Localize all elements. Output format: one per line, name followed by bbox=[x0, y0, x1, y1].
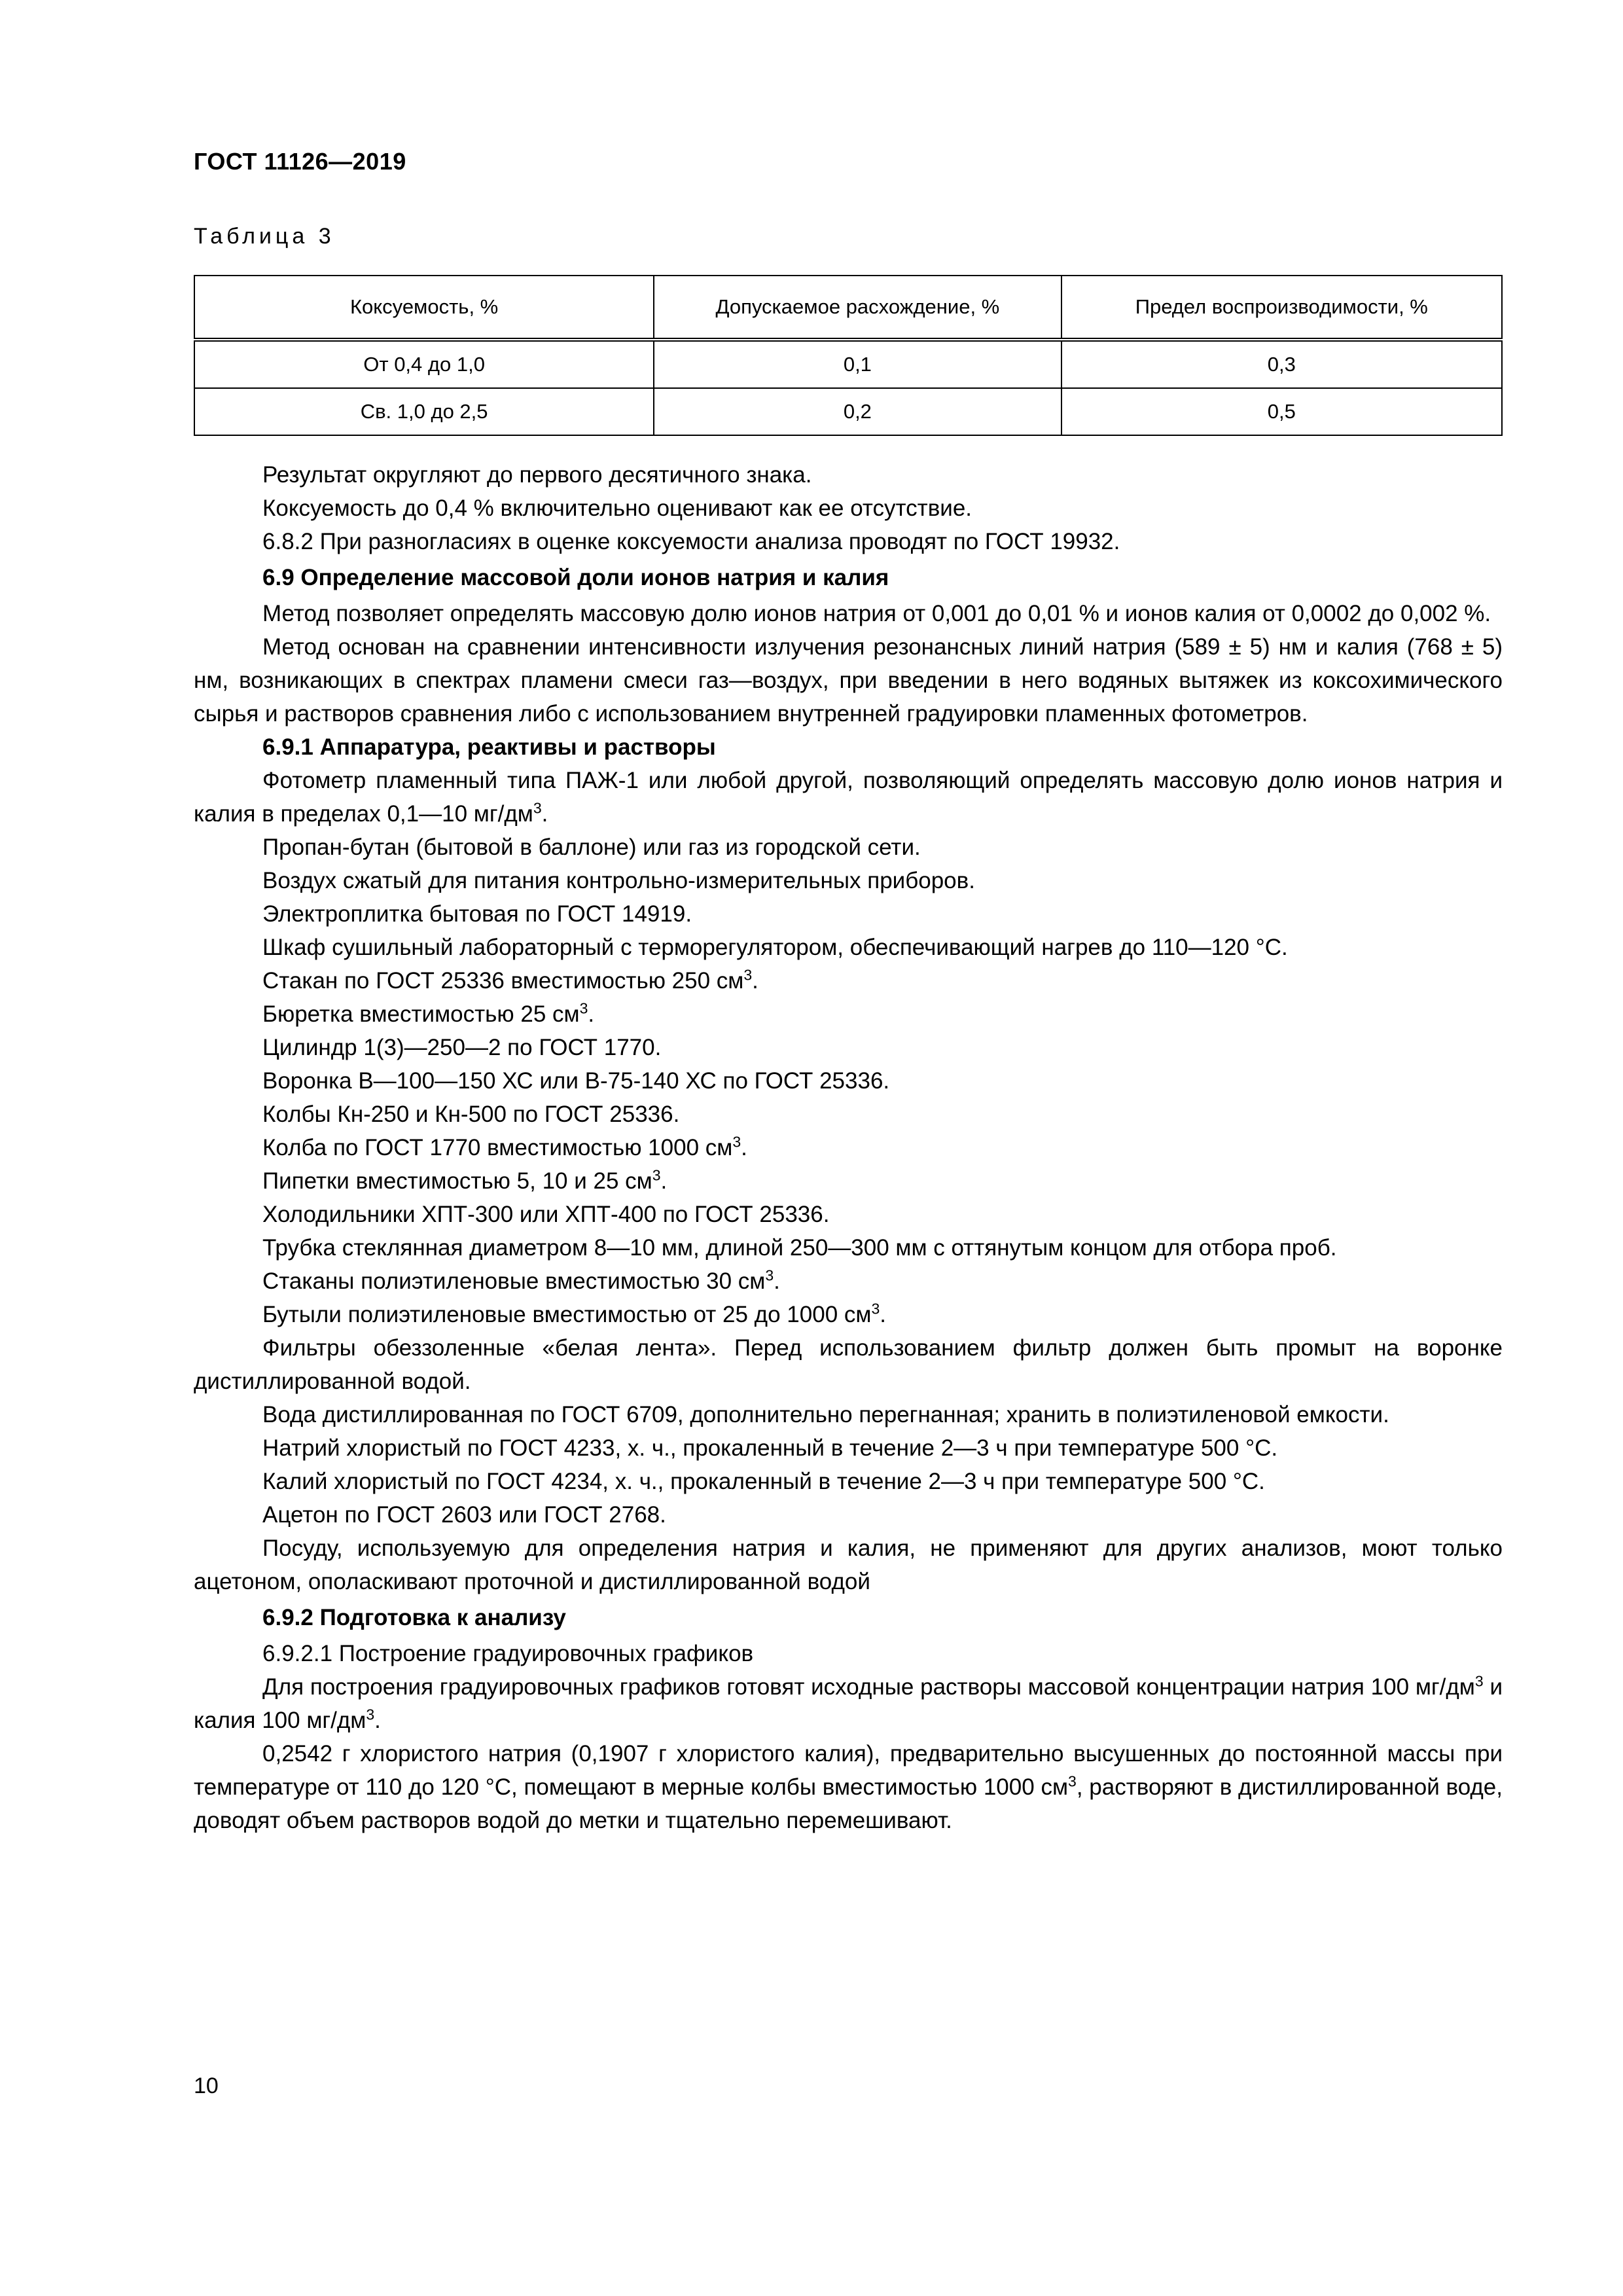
paragraph: Посуду, используемую для определения натрия и калия, не применяют для других анализов, моют только ацетоном, ополаскивают проточной и дистиллированной водой bbox=[194, 1535, 1503, 1594]
coking-table bbox=[194, 275, 1503, 436]
paragraph: Ацетон по ГОСТ 2603 или ГОСТ 2768. bbox=[262, 1502, 666, 1528]
superscript: 3 bbox=[871, 1300, 880, 1318]
table-cell: 0,5 bbox=[1061, 388, 1502, 435]
paragraph: Трубка стеклянная диаметром 8—10 мм, длиной 250—300 мм с оттянутым концом для отбора проб. bbox=[262, 1235, 1337, 1261]
paragraph-text: Для построения градуировочных графиков готовят исходные растворы массовой концентрации натрия 100 мг/дм bbox=[262, 1674, 1475, 1700]
paragraph: Пропан-бутан (бытовой в баллоне) или газ из городской сети. bbox=[262, 834, 921, 860]
paragraph: Метод позволяет определять массовую долю ионов натрия от 0,001 до 0,01 % и ионов калия от 0,0002 до 0,002 %. bbox=[262, 601, 1491, 626]
table-header-cell: Предел воспроизводимости, % bbox=[1061, 276, 1502, 340]
period: . bbox=[774, 1268, 780, 1294]
superscript: 3 bbox=[366, 1706, 375, 1723]
period: . bbox=[741, 1135, 747, 1160]
period: . bbox=[660, 1168, 668, 1194]
paragraph bbox=[194, 1164, 1503, 1198]
table-cell: 0,2 bbox=[654, 388, 1061, 435]
table-row bbox=[194, 340, 1502, 388]
page-number: 10 bbox=[194, 2073, 219, 2098]
period: . bbox=[588, 1001, 595, 1027]
paragraph-text: и калия 100 мг/дм bbox=[194, 1674, 1503, 1733]
table-header-row bbox=[194, 276, 1502, 340]
superscript: 3 bbox=[652, 1166, 661, 1184]
paragraph: Вода дистиллированная по ГОСТ 6709, дополнительно перегнанная; хранить в полиэтиленовой емкости. bbox=[262, 1402, 1389, 1427]
superscript: 3 bbox=[579, 999, 588, 1017]
table-cell: 0,1 bbox=[654, 340, 1061, 388]
section-heading: 6.9 Определение массовой доли ионов натрия и калия bbox=[262, 565, 889, 590]
paragraph-text: Фотометр пламенный типа ПАЖ-1 или любой другой, позволяющий определять массовую долю ионов натрия и калия в пределах 0,1—10 мг/дм bbox=[194, 768, 1503, 827]
document-code: ГОСТ 11126—2019 bbox=[194, 148, 406, 175]
subsection-heading: 6.9.2 Подготовка к анализу bbox=[262, 1605, 566, 1630]
paragraph: Колбы Кн-250 и Кн-500 по ГОСТ 25336. bbox=[262, 1102, 680, 1127]
paragraph bbox=[194, 997, 1503, 1031]
paragraph: Коксуемость до 0,4 % включительно оценивают как ее отсутствие. bbox=[262, 495, 972, 521]
period: . bbox=[541, 801, 548, 827]
paragraph bbox=[194, 764, 1503, 831]
table-cell: 0,3 bbox=[1061, 340, 1502, 388]
paragraph-text: , растворяют в дистиллированной воде, доводят объем растворов водой до метки и тщательно перемешивают. bbox=[194, 1774, 1503, 1833]
superscript: 3 bbox=[732, 1133, 741, 1151]
paragraph-text: Стакан по ГОСТ 25336 вместимостью 250 см bbox=[262, 968, 744, 994]
paragraph: Натрий хлористый по ГОСТ 4233, х. ч., прокаленный в течение 2—3 ч при температуре 500 °С. bbox=[262, 1435, 1278, 1461]
paragraph: Цилиндр 1(3)—250—2 по ГОСТ 1770. bbox=[262, 1035, 662, 1060]
paragraph bbox=[194, 1670, 1503, 1737]
period: . bbox=[374, 1708, 381, 1733]
table-row bbox=[194, 388, 1502, 435]
paragraph: Метод основан на сравнении интенсивности излучения резонансных линий натрия (589 ± 5) нм и калия (768 ± 5) нм, возникающих в спектрах пламени смеси газ—воздух, при введении в него водяных вытяжек из коксохимического сырья и растворов сравнения либо с использованием внутренней градуировки пламенных фотометров. bbox=[194, 634, 1503, 726]
paragraph: Холодильники ХПТ-300 или ХПТ-400 по ГОСТ 25336. bbox=[262, 1202, 830, 1227]
table-cell: От 0,4 до 1,0 bbox=[194, 340, 654, 388]
superscript: 3 bbox=[1068, 1772, 1077, 1790]
paragraph: Шкаф сушильный лабораторный с терморегулятором, обеспечивающий нагрев до 110—120 °С. bbox=[262, 935, 1288, 960]
superscript: 3 bbox=[1474, 1672, 1484, 1690]
paragraph-text: Пипетки вместимостью 5, 10 и 25 см bbox=[262, 1168, 652, 1194]
paragraph: Электроплитка бытовая по ГОСТ 14919. bbox=[262, 901, 692, 927]
paragraph bbox=[194, 1131, 1503, 1164]
superscript: 3 bbox=[743, 966, 753, 984]
table-cell: Св. 1,0 до 2,5 bbox=[194, 388, 654, 435]
superscript: 3 bbox=[533, 799, 542, 817]
body-text bbox=[194, 458, 1503, 1837]
paragraph-text: 0,2542 г хлористого натрия (0,1907 г хлористого калия), предварительно высушенных до постоянной массы при температуре от 110 до 120 °С, помещают в мерные колбы вместимостью 1000 см bbox=[194, 1741, 1503, 1800]
table-header-cell: Коксуемость, % bbox=[194, 276, 654, 340]
paragraph-text: Колба по ГОСТ 1770 вместимостью 1000 см bbox=[262, 1135, 733, 1160]
table-header-cell: Допускаемое расхождение, % bbox=[654, 276, 1061, 340]
paragraph: 6.8.2 При разногласиях в оценке коксуемости анализа проводят по ГОСТ 19932. bbox=[262, 529, 1120, 554]
paragraph-text: Бюретка вместимостью 25 см bbox=[262, 1001, 580, 1027]
paragraph bbox=[194, 964, 1503, 997]
paragraph: Фильтры обеззоленные «белая лента». Перед использованием фильтр должен быть промыт на воронке дистиллированной водой. bbox=[194, 1335, 1503, 1394]
paragraph: Калий хлористый по ГОСТ 4234, х. ч., прокаленный в течение 2—3 ч при температуре 500 °С. bbox=[262, 1469, 1265, 1494]
table-caption: Таблица 3 bbox=[194, 224, 335, 249]
subsection-heading: 6.9.1 Аппаратура, реактивы и растворы bbox=[262, 734, 716, 760]
paragraph: Воздух сжатый для питания контрольно-измерительных приборов. bbox=[262, 868, 975, 893]
paragraph: Воронка В—100—150 ХС или В-75-140 ХС по ГОСТ 25336. bbox=[262, 1068, 890, 1094]
paragraph bbox=[194, 1737, 1503, 1837]
paragraph-text: Бутыли полиэтиленовые вместимостью от 25 до 1000 см bbox=[262, 1302, 872, 1327]
paragraph: Результат округляют до первого десятичного знака. bbox=[262, 462, 812, 488]
paragraph: 6.9.2.1 Построение градуировочных графиков bbox=[262, 1641, 754, 1666]
superscript: 3 bbox=[765, 1266, 774, 1284]
period: . bbox=[752, 968, 758, 994]
paragraph bbox=[194, 1265, 1503, 1298]
paragraph-text: Стаканы полиэтиленовые вместимостью 30 см bbox=[262, 1268, 766, 1294]
period: . bbox=[880, 1302, 886, 1327]
paragraph bbox=[194, 1298, 1503, 1331]
